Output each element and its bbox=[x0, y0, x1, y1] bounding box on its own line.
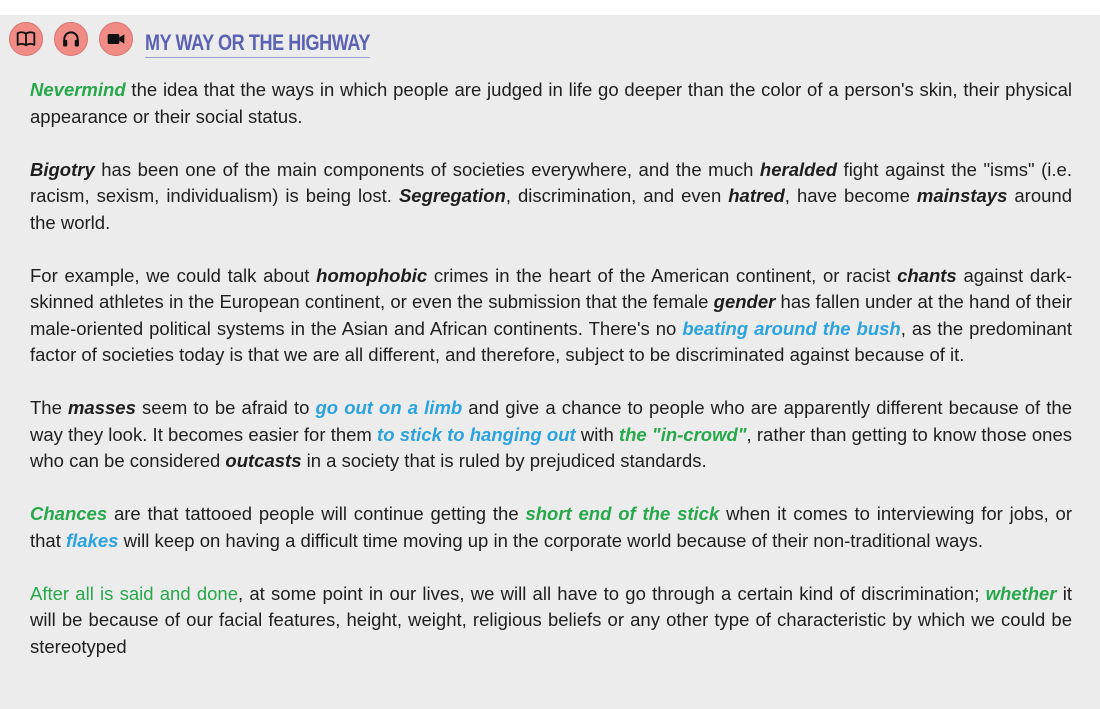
text-run: with bbox=[575, 423, 619, 445]
paragraph-conclusion bbox=[30, 581, 1072, 661]
key-term: outcasts bbox=[225, 450, 302, 471]
text-run: The bbox=[30, 397, 68, 418]
text-run: will keep on having a difficult time moving up in the corporate world because of their non-traditional ways. bbox=[118, 529, 983, 551]
key-term: masses bbox=[67, 397, 136, 418]
text-run: in a society that is ruled by prejudiced standards. bbox=[301, 450, 707, 471]
paragraph-chances bbox=[30, 501, 1072, 554]
text-run: For example, we could talk about bbox=[30, 264, 317, 286]
idiom-highlight: go out on a limb bbox=[315, 397, 463, 418]
audio-button[interactable] bbox=[54, 22, 88, 56]
key-term: mainstays bbox=[916, 185, 1008, 206]
key-term: gender bbox=[713, 291, 776, 312]
text-run: are that tattooed people will continue getting the bbox=[107, 503, 526, 524]
paragraph-bigotry bbox=[30, 157, 1072, 237]
text-run: has been one of the main components of societies everywhere, and the much bbox=[94, 158, 760, 180]
text-run: seem to be afraid to bbox=[135, 397, 316, 418]
expression-highlight: Nevermind bbox=[30, 79, 126, 100]
paragraph-examples bbox=[30, 263, 1072, 369]
reading-button[interactable] bbox=[9, 22, 43, 56]
text-run: fight against the "isms" (i.e. racism, sexism, individualism) is being lost. bbox=[30, 158, 1072, 206]
key-term: chants bbox=[897, 264, 957, 286]
expression-highlight: After all is said and done bbox=[30, 582, 239, 604]
headphones-icon bbox=[61, 29, 81, 49]
text-run: , at some point in our lives, we will all have to go through a certain kind of discrimination; bbox=[238, 582, 986, 604]
text-run: , rather than getting to know those ones who can be considered bbox=[30, 423, 1072, 471]
idiom-highlight: flakes bbox=[66, 529, 119, 551]
text-run: has fallen under at the hand of their male-oriented political systems in the Asian and African continents. There's no bbox=[30, 291, 1073, 339]
text-run: it will be because of our facial features, height, weight, religious beliefs or any other type of characteristic by which we could be stereotyped bbox=[30, 582, 1072, 657]
text-run: and give a chance to people who are apparently different because of the way they look. It becomes easier for them bbox=[30, 397, 1072, 445]
paragraph-masses bbox=[30, 395, 1072, 475]
key-term: heralded bbox=[759, 158, 838, 180]
page-title: MY WAY OR THE HIGHWAY bbox=[145, 30, 370, 58]
text-run: , have become bbox=[784, 185, 917, 206]
text-run: , as the predominant factor of societies today is that we are all different, and therefore, subject to be discriminated against because of it. bbox=[30, 317, 1072, 365]
idiom-highlight: beating around the bush bbox=[682, 317, 901, 339]
idiom-highlight: to stick to hanging out bbox=[377, 423, 576, 445]
text-run: against dark-skinned athletes in the European continent, or even the submission that the female bbox=[30, 264, 1072, 312]
text-run: crimes in the heart of the American continent, or racist bbox=[427, 264, 898, 286]
text-run: when it comes to interviewing for jobs, or that bbox=[30, 503, 1073, 551]
lesson-header bbox=[9, 22, 1089, 58]
key-term: homophobic bbox=[316, 264, 428, 286]
text-run: around the world. bbox=[30, 185, 1072, 233]
expression-highlight: whether bbox=[985, 582, 1057, 604]
key-term: Bigotry bbox=[30, 158, 95, 180]
paragraph-intro bbox=[30, 77, 1072, 130]
article-body bbox=[30, 77, 1072, 660]
expression-highlight: the "in-crowd" bbox=[618, 423, 747, 445]
text-run: , discrimination, and even bbox=[505, 185, 729, 206]
video-camera-icon bbox=[106, 29, 126, 49]
video-button[interactable] bbox=[99, 22, 133, 56]
expression-highlight: Chances bbox=[30, 503, 108, 524]
text-run: the idea that the ways in which people are judged in life go deeper than the color of a person's skin, their physical appearance or their social status. bbox=[30, 79, 1072, 127]
expression-highlight: short end of the stick bbox=[525, 503, 720, 524]
key-term: Segregation bbox=[398, 185, 506, 206]
key-term: hatred bbox=[728, 185, 785, 206]
book-icon bbox=[16, 29, 36, 49]
